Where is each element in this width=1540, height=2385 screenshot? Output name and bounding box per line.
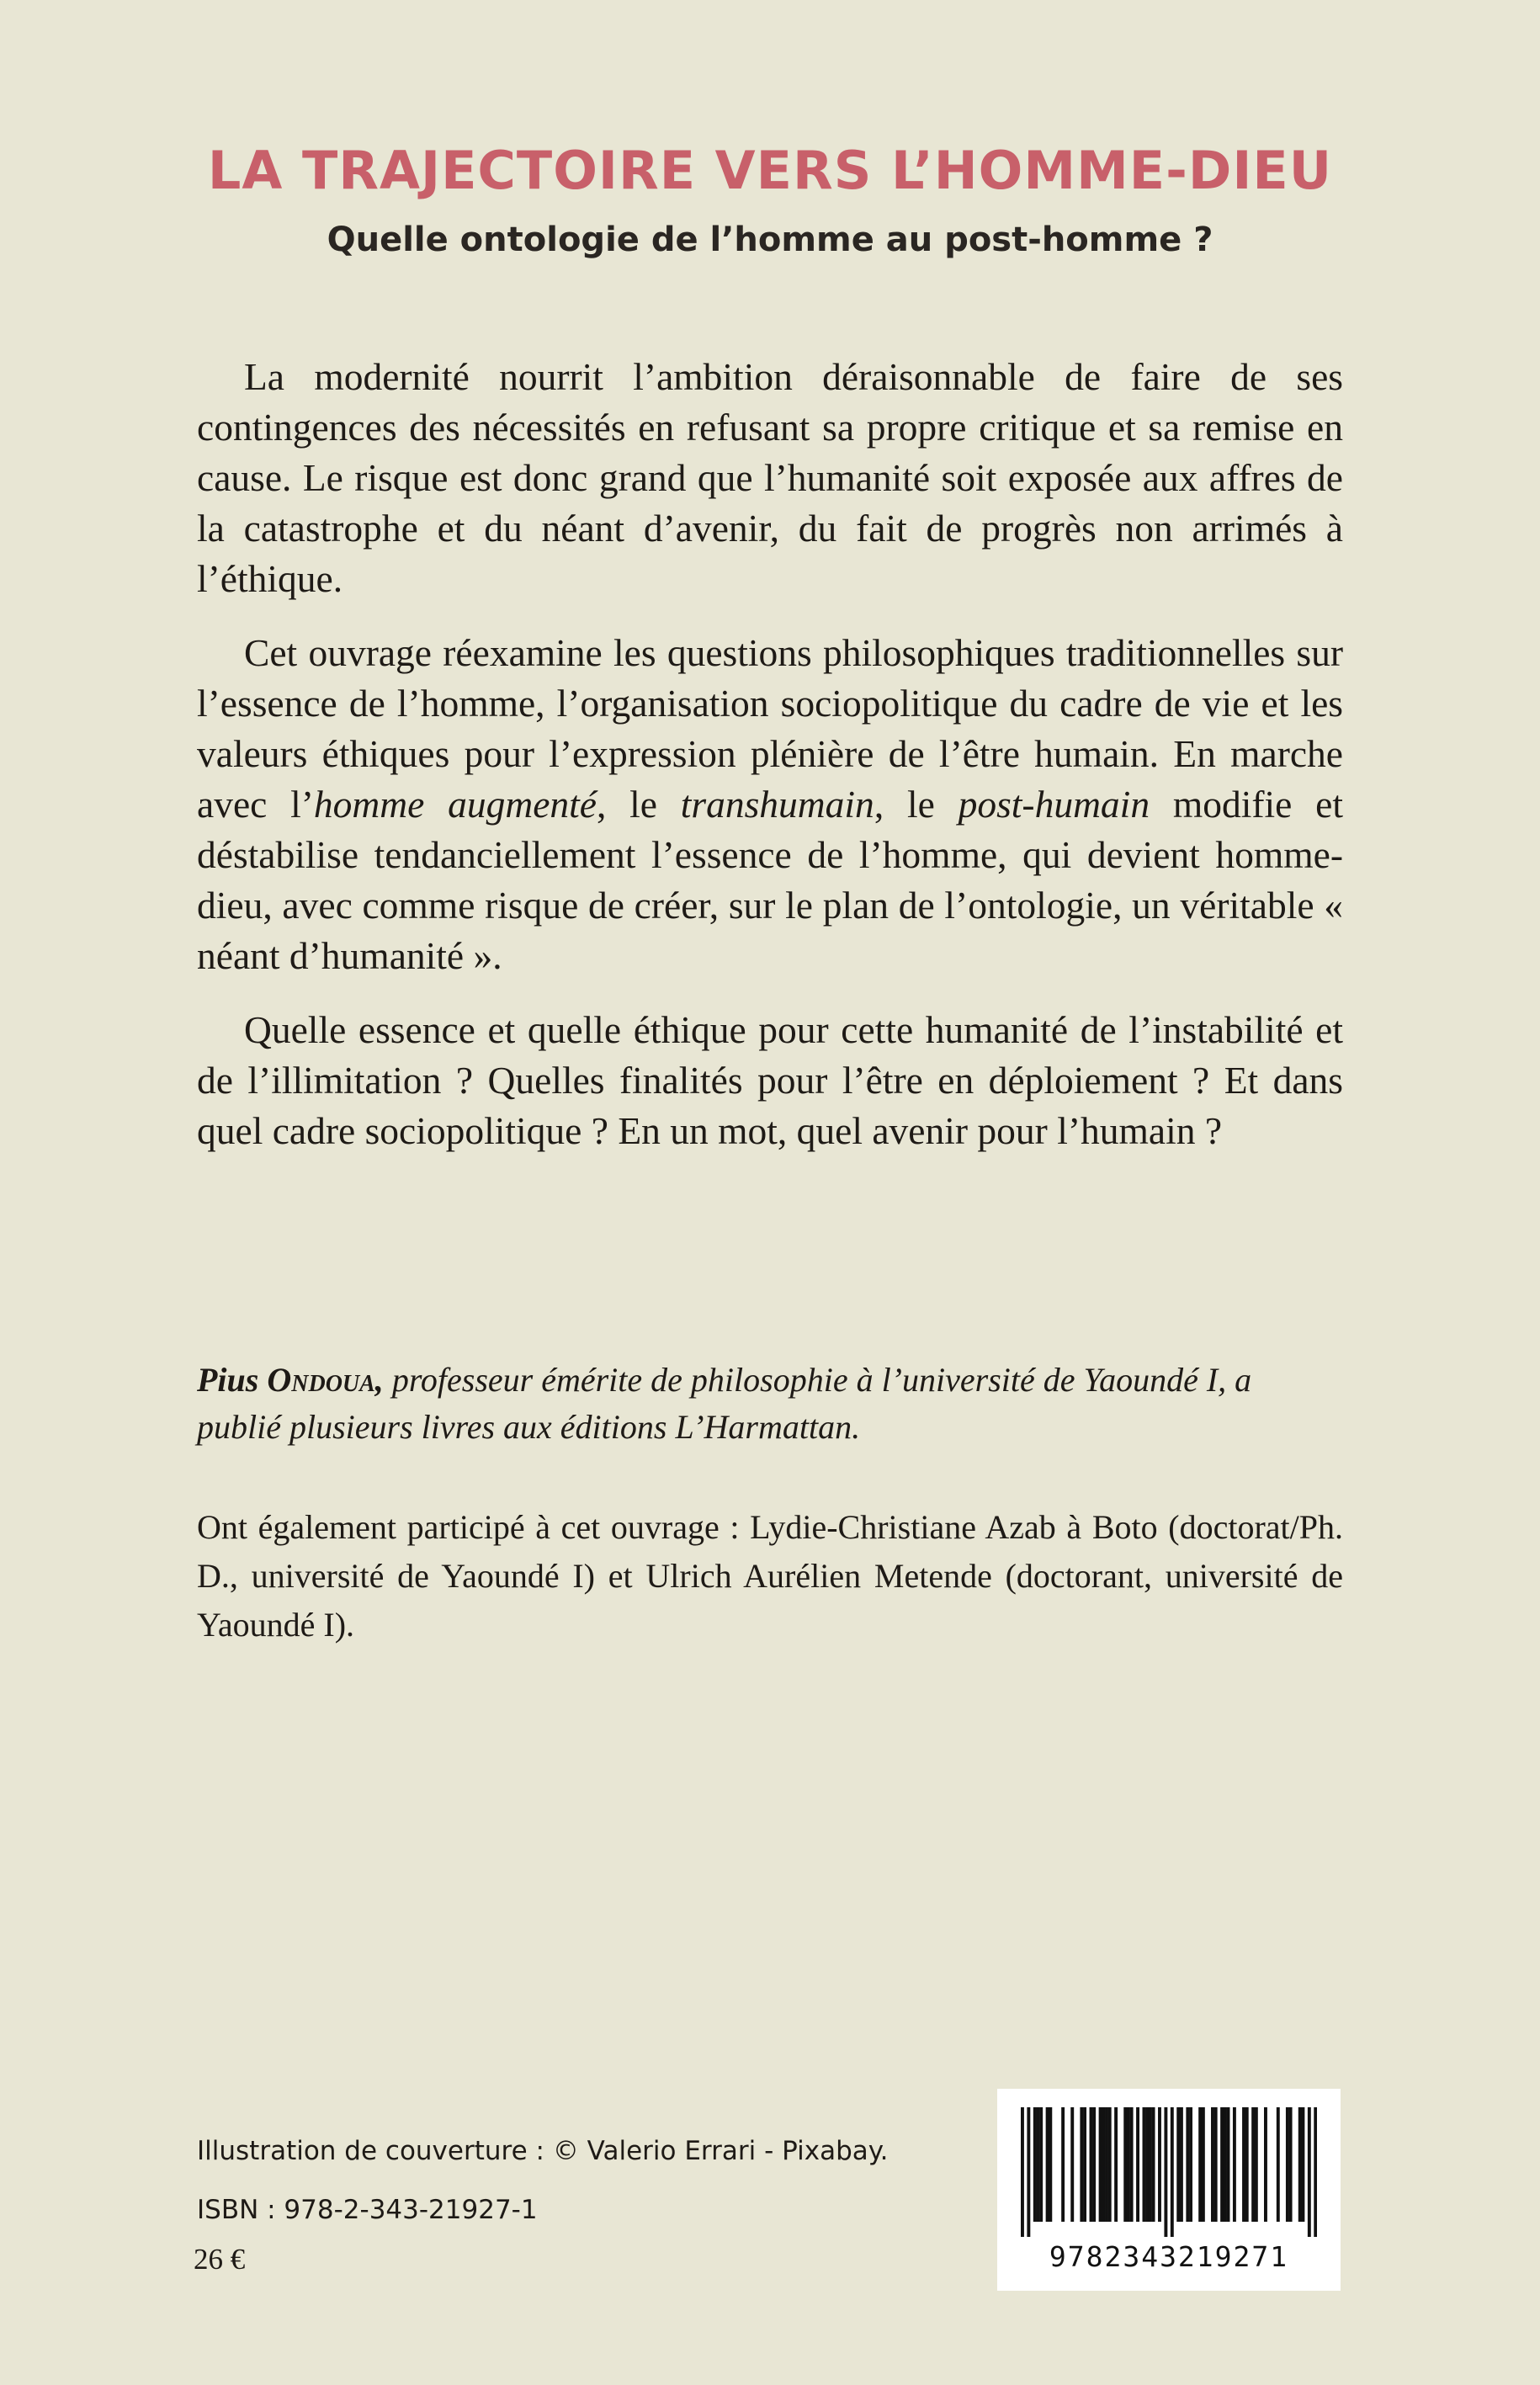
barcode-bar — [1176, 2107, 1180, 2222]
barcode-bar — [1099, 2107, 1102, 2222]
blurb-emphasis: homme augmenté — [313, 783, 597, 826]
barcode-bar — [1180, 2107, 1183, 2222]
barcode-bar — [1090, 2107, 1093, 2222]
barcode-bar — [1158, 2107, 1161, 2222]
barcode-bar — [1251, 2107, 1255, 2222]
barcode-bars — [1021, 2107, 1317, 2237]
barcode-bar — [1171, 2107, 1174, 2237]
barcode-bar — [1080, 2107, 1083, 2222]
blurb-paragraph-1: La modernité nourrit l’ambition déraisonnable de faire de ses contingences des nécessités en refusant sa propre critique et sa remise en cause. Le risque est donc grand que l’humanité soit exposée aux affres de la catastrophe et du néant d’avenir, du fait de progrès non arrimés à l’éthique. — [197, 355, 1343, 600]
barcode-bar — [1039, 2107, 1043, 2222]
barcode-bar — [1233, 2107, 1236, 2222]
blurb-emphasis: transhumain — [680, 783, 874, 826]
barcode-bar — [1114, 2107, 1118, 2222]
barcode-bar — [1046, 2107, 1049, 2222]
blurb — [197, 352, 1343, 1156]
barcode-bar — [1021, 2107, 1024, 2237]
blurb-paragraph-2 — [197, 628, 1343, 981]
barcode-bar — [1092, 2107, 1096, 2222]
barcode-bar — [1049, 2107, 1052, 2222]
barcode-bar — [1286, 2107, 1289, 2222]
barcode-bar — [1102, 2107, 1105, 2222]
barcode-bar — [1164, 2107, 1167, 2237]
barcode-bar — [1214, 2107, 1218, 2222]
author-first-name: Pius — [197, 1361, 268, 1399]
barcode-bar — [1202, 2107, 1205, 2222]
barcode-bar — [1224, 2107, 1227, 2222]
barcode-bar — [1189, 2107, 1192, 2222]
blurb-emphasis: post-humain — [958, 783, 1150, 826]
barcode-bar — [1277, 2107, 1280, 2222]
barcode-bar — [1227, 2107, 1230, 2222]
barcode-bar — [1152, 2107, 1155, 2222]
barcode-bar — [1198, 2107, 1202, 2222]
barcode-bar — [1242, 2107, 1245, 2222]
barcode-bar — [1033, 2107, 1037, 2222]
barcode-bar — [1136, 2107, 1139, 2222]
barcode-bar — [1130, 2107, 1134, 2222]
barcode-bar — [1301, 2107, 1304, 2222]
book-title: LA TRAJECTOIRE VERS L’HOMME-DIEU — [207, 140, 1333, 201]
barcode-bar — [1211, 2107, 1214, 2222]
barcode-bar — [1037, 2107, 1040, 2222]
blurb-text: , le — [874, 783, 959, 826]
barcode-bar — [1308, 2107, 1311, 2237]
barcode — [997, 2089, 1341, 2291]
barcode-bar — [1143, 2107, 1146, 2222]
barcode-digits: 9782343219271 — [1049, 2240, 1289, 2273]
barcode-bar — [1186, 2107, 1189, 2222]
author-bio-text: professeur émérite de philosophie à l’université de Yaoundé I, a publié plusieurs livres aux éditions L’Harmattan. — [197, 1361, 1252, 1446]
barcode-bar — [1108, 2107, 1112, 2222]
author-last-name: Ondoua, — [267, 1361, 384, 1399]
barcode-bar — [1070, 2107, 1074, 2222]
barcode-bar — [1220, 2107, 1224, 2222]
barcode-bar — [1105, 2107, 1108, 2222]
blurb-paragraph-3: Quelle essence et quelle éthique pour cette humanité de l’instabilité et de l’illimitation ? Quelles finalités pour l’être en déploiement ? Et dans quel cadre sociopolitique ? En un mot, quel avenir pour l’humain ? — [197, 1008, 1343, 1152]
book-subtitle: Quelle ontologie de l’homme au post-homme ? — [327, 220, 1213, 259]
blurb-text: modifie et déstabilise tendanciellement l’essence de l’homme, qui devient homme-dieu, avec comme risque de créer, sur le plan de l’ontologie, un véritable « néant d’humanité ». — [197, 783, 1343, 977]
barcode-bar — [1127, 2107, 1130, 2222]
barcode-bar — [1245, 2107, 1249, 2222]
barcode-bar — [1145, 2107, 1149, 2222]
barcode-bar — [1264, 2107, 1267, 2222]
barcode-bar — [1314, 2107, 1317, 2237]
price: 26 € — [194, 2243, 246, 2276]
barcode-bar — [1149, 2107, 1152, 2222]
barcode-bar — [1255, 2107, 1258, 2222]
barcode-bar — [1083, 2107, 1086, 2222]
blurb-text: , le — [596, 783, 681, 826]
contributors-note: Ont également participé à cet ouvrage : Lydie-Christiane Azab à Boto (doctorat/Ph. D., université de Yaoundé I) et Ulrich Aurélien Metende (doctorant, université de Yaoundé I). — [197, 1508, 1343, 1644]
isbn: ISBN : 978-2-343-21927-1 — [197, 2195, 538, 2225]
barcode-bar — [1289, 2107, 1293, 2222]
barcode-bar — [1123, 2107, 1127, 2222]
barcode-bar — [1061, 2107, 1065, 2222]
author-bio — [197, 1357, 1343, 1451]
blurb-text: Cet ouvrage réexamine les questions philosophiques traditionnelles sur l’essence de l’homme, l’organisation sociopolitique du cadre de vie et les valeurs éthiques pour l’expression plénière de l’être humain. En marche avec l’ — [197, 631, 1343, 826]
barcode-bar — [1027, 2107, 1030, 2237]
barcode-bar — [1298, 2107, 1302, 2222]
illustration-credit: Illustration de couverture : © Valerio Errari - Pixabay. — [197, 2136, 889, 2166]
